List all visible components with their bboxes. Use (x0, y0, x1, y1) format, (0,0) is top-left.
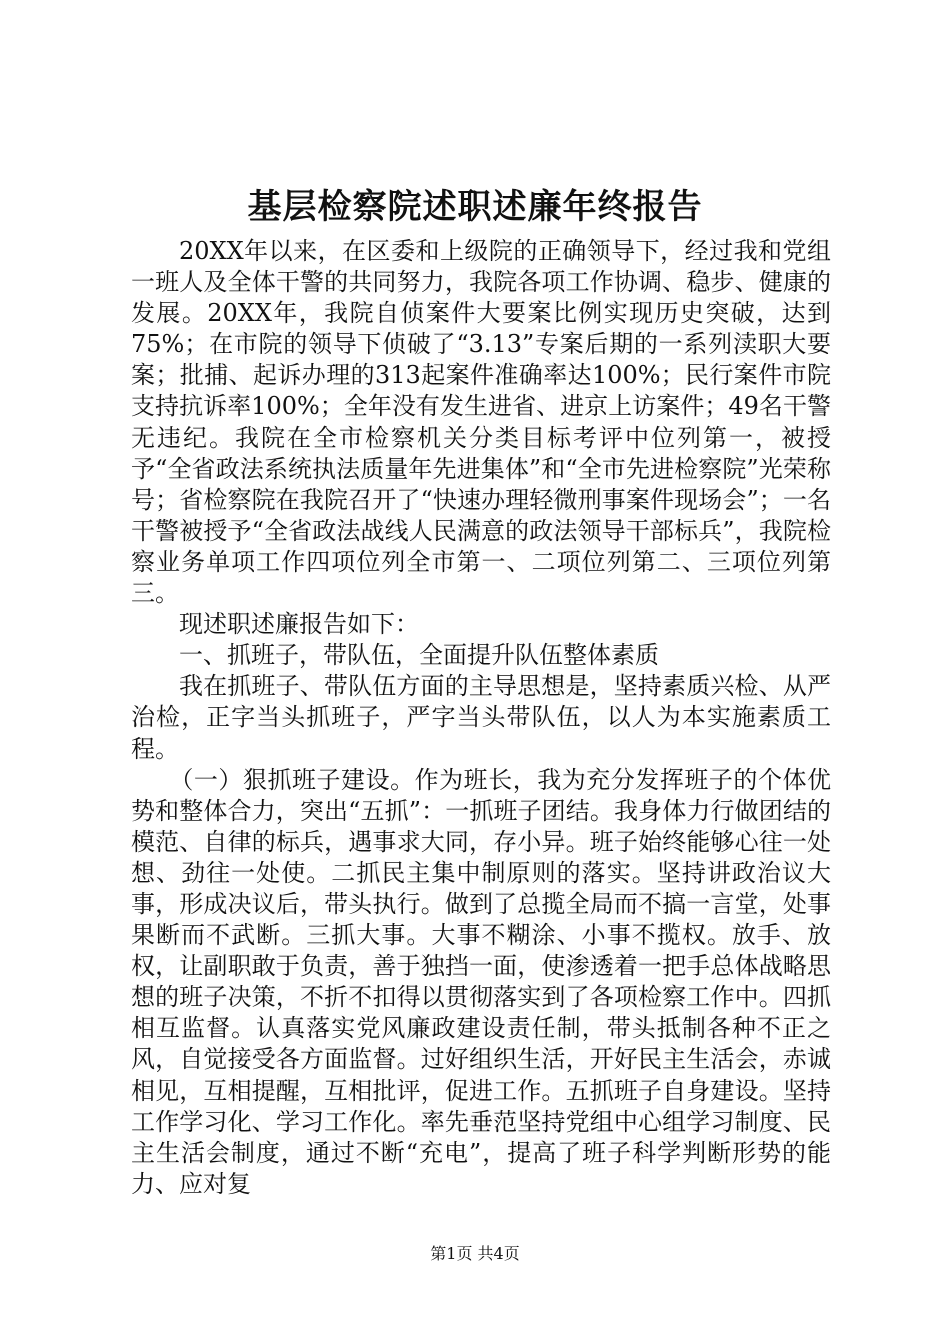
paragraph-guiding-idea: 我在抓班子、带队伍方面的主导思想是，坚持素质兴检、从严治检，正字当头抓班子，严字当头带队伍，以人为本实施素质工程。 (131, 672, 831, 763)
document-title: 基层检察院述职述廉年终报告 (247, 187, 703, 227)
document-body (131, 236, 831, 1200)
paragraph-intro: 20XX年以来，在区委和上级院的正确领导下，经过我和党组一班人及全体干警的共同努力，我院各项工作协调、稳步、健康的发展。20XX年，我院自侦案件大要案比例实现历史突破，达到75%；在市院的领导下侦破了“3.13”专案后期的一系列渎职大要案；批捕、起诉办理的313起案件准确率达100%；民行案件市院支持抗诉率100%；全年没有发生进省、进京上访案件；49名干警无违纪。我院在全市检察机关分类目标考评中位列第一，被授予“全省政法系统执法质量年先进集体”和“全市先进检察院”光荣称号；省检察院在我院召开了“快速办理轻微刑事案件现场会”；一名干警被授予“全省政法战线人民满意的政法领导干部标兵”，我院检察业务单项工作四项位列全市第一、二项位列第二、三项位列第三。 (131, 237, 831, 608)
paragraph-report-lead: 现述职述廉报告如下： (179, 610, 419, 639)
page-footer: 第1页 共4页 (430, 1244, 520, 1263)
section-heading-1: 一、抓班子，带队伍，全面提升队伍整体素质 (179, 641, 659, 670)
paragraph-team-building: （一）狠抓班子建设。作为班长，我为充分发挥班子的个体优势和整体合力，突出“五抓”：一抓班子团结。我身体力行做团结的模范、自律的标兵，遇事求大同，存小异。班子始终能够心往一处想、劲往一处使。二抓民主集中制原则的落实。坚持讲政治议大事，形成决议后，带头执行。做到了总揽全局而不搞一言堂，处事果断而不武断。三抓大事。大事不糊涂、小事不揽权。放手、放权，让副职敢于负责，善于独挡一面，使渗透着一把手总体战略思想的班子决策，不折不扣得以贯彻落实到了各项检察工作中。四抓相互监督。认真落实党风廉政建设责任制，带头抵制各种不正之风，自觉接受各方面监督。过好组织生活，开好民主生活会，赤诚相见，互相提醒，互相批评，促进工作。五抓班子自身建设。坚持工作学习化、学习工作化。率先垂范坚持党组中心组学习制度、民主生活会制度，通过不断“充电”，提高了班子科学判断形势的能力、应对复 (131, 765, 831, 1198)
